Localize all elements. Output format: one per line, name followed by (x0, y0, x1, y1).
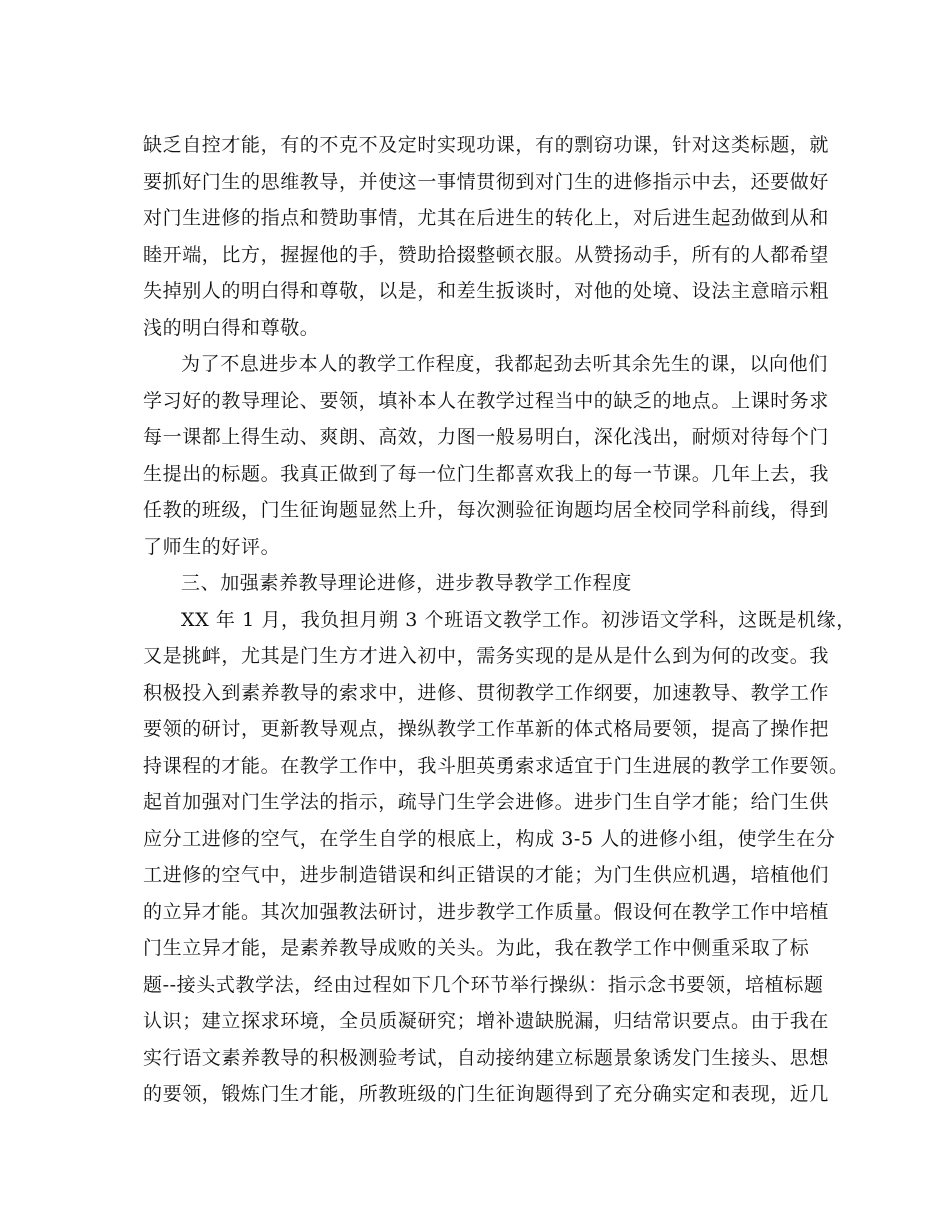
text-line: 学习好的教导理论、要领，填补本人在教学过程当中的缺乏的地点。上课时务求 (143, 389, 830, 412)
text-line: 起首加强对门生学法的指示，疏导门生学会进修。进步门生自学才能；给门生供 (143, 791, 830, 813)
text-line: 为了不息进步本人的教学工作程度，我都起劲去听其余先生的课，以向他们 (181, 353, 828, 375)
text-line: 生提出的标题。我真正做到了每一位门生都喜欢我上的每一节课。几年上去，我 (143, 462, 830, 485)
text-line: 又是挑衅，尤其是门生方才进入初中，需务实现的是从是什么到为何的改变。我 (143, 645, 830, 667)
text-line: 题--接头式教学法，经由过程如下几个环节举行操纵：指示念书要领，培植标题 (143, 973, 824, 996)
text-line: 睦开端，比方，握握他的手，赞助拾掇整顿衣服。从赞扬动手，所有的人都希望 (143, 243, 830, 266)
text-line: 失掉别人的明白得和尊敬，以是，和差生扳谈时，对他的处境、设法主意暗示粗 (143, 280, 830, 302)
text-line: 实行语文素养教导的积极测验考试，自动接纳建立标题景象诱发门生接头、思想 (143, 1046, 830, 1069)
text-line: 缺乏自控才能，有的不克不及定时实现功课，有的剽窃功课，针对这类标题，就 (143, 134, 830, 156)
text-line: 每一课都上得生动、爽朗、高效，力图一般易明白，深化浅出，耐烦对待每个门 (143, 426, 830, 448)
text-line: 任教的班级，门生征询题显然上升，每次测验征询题均居全校同学科前线，得到 (143, 499, 830, 521)
text-line: 工进修的空气中，进步制造错误和纠正错误的才能；为门生供应机遇，培植他们 (143, 864, 830, 886)
text-line: 应分工进修的空气，在学生自学的根底上，构成 3-5 人的进修小组，使学生在分 (143, 827, 836, 850)
text-line: 门生立异才能，是素养教导成败的关头。为此，我在教学工作中侧重采取了标 (143, 937, 810, 959)
text-line: 了师生的好评。 (143, 535, 281, 558)
text-line: 的立异才能。其次加强教法研讨，进步教学工作质量。假设何在教学工作中培植 (143, 900, 830, 923)
text-line: 持课程的才能。在教学工作中，我斗胆英勇索求适宜于门生进展的教学工作要领。 (143, 754, 849, 777)
text-line: 要领的研讨，更新教导观点，操纵教学工作革新的体式格局要领，提高了操作把 (143, 718, 830, 740)
text-line: 认识；建立探求环境，全员质凝研究；增补遗缺脱漏，归结常识要点。由于我在 (143, 1010, 830, 1032)
document-body (143, 127, 856, 1113)
text-line: 积极投入到素养教导的索求中，进修、贯彻教学工作纲要，加速教导、教学工作 (143, 681, 830, 704)
text-line: 对门生进修的指点和赞助事情，尤其在后进生的转化上，对后进生起劲做到从和 (143, 207, 830, 229)
text-line: 浅的明白得和尊敬。 (143, 316, 320, 339)
text-line: 要抓好门生的思维教导，并使这一事情贯彻到对门生的进修指示中去，还要做好 (143, 170, 830, 193)
text-line: 的要领，锻炼门生才能，所教班级的门生征询题得到了充分确实定和表现，近几 (143, 1083, 830, 1105)
text-line: 三、加强素养教导理论进修，进步教导教学工作程度 (181, 572, 632, 594)
text-line: XX 年 1 月，我负担月朔 3 个班语文教学工作。初涉语文学科，这既是机缘， (181, 608, 856, 631)
